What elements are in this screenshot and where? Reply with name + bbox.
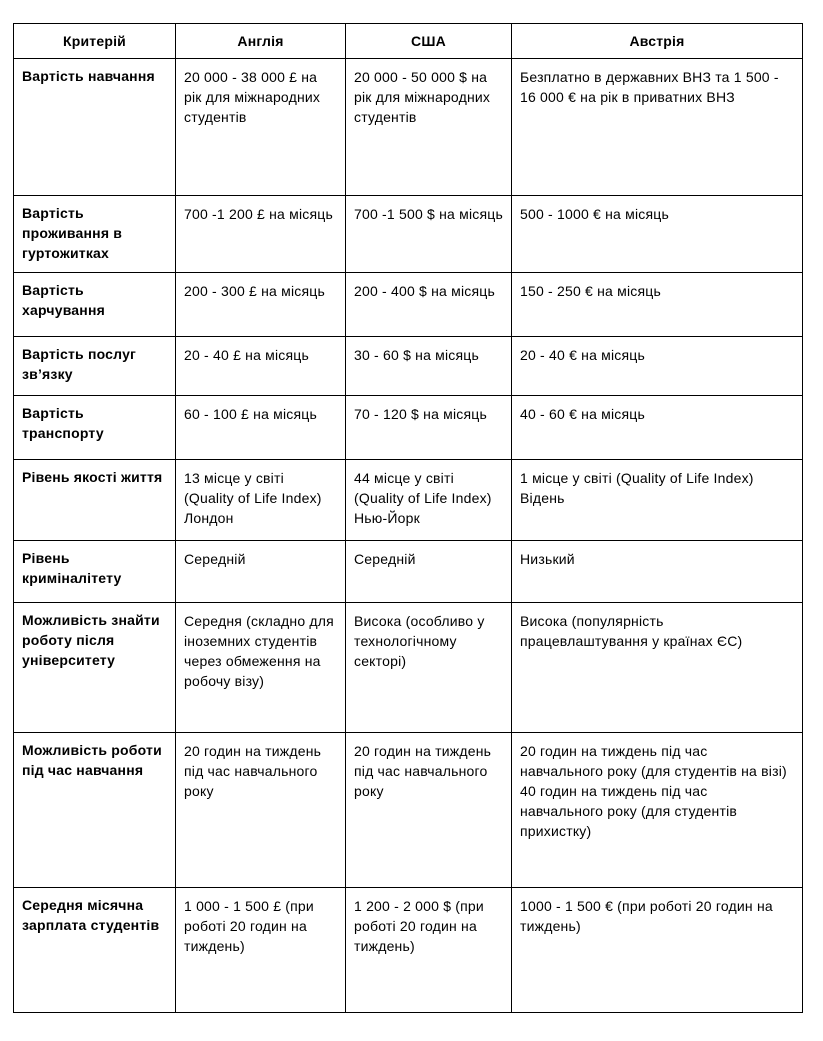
header-england: Англія (176, 24, 346, 59)
criterion-cell: Вартість послуг зв’язку (14, 337, 176, 396)
table-row (14, 460, 803, 541)
usa-cell: Висока (особливо у технологічному секторі) (346, 603, 512, 733)
austria-cell: 20 - 40 € на місяць (512, 337, 803, 396)
criterion-cell: Вартість харчування (14, 273, 176, 337)
header-austria: Австрія (512, 24, 803, 59)
table-row (14, 733, 803, 888)
england-cell: 200 - 300 £ на місяць (176, 273, 346, 337)
england-cell: 1 000 - 1 500 £ (при роботі 20 годин на тиждень) (176, 888, 346, 1013)
header-row (14, 24, 803, 59)
austria-cell: 500 - 1000 € на місяць (512, 196, 803, 273)
usa-cell: 20 000 - 50 000 $ на рік для міжнародних студентів (346, 59, 512, 196)
criterion-cell: Вартість навчання (14, 59, 176, 196)
usa-cell: 30 - 60 $ на місяць (346, 337, 512, 396)
austria-cell: 40 - 60 € на місяць (512, 396, 803, 460)
criterion-cell: Рівень якості життя (14, 460, 176, 541)
criterion-cell: Вартість транспорту (14, 396, 176, 460)
usa-cell: 1 200 - 2 000 $ (при роботі 20 годин на тиждень) (346, 888, 512, 1013)
england-cell: 13 місце у світі (Quality of Life Index) Лондон (176, 460, 346, 541)
criterion-cell: Вартість проживання в гуртожитках (14, 196, 176, 273)
england-cell: 20 - 40 £ на місяць (176, 337, 346, 396)
austria-cell: Безплатно в державних ВНЗ та 1 500 - 16 000 € на рік в приватних ВНЗ (512, 59, 803, 196)
austria-cell: 150 - 250 € на місяць (512, 273, 803, 337)
england-cell: 20 годин на тиждень під час навчального року (176, 733, 346, 888)
usa-cell: 200 - 400 $ на місяць (346, 273, 512, 337)
table-row (14, 196, 803, 273)
header-usa: США (346, 24, 512, 59)
criterion-cell: Можливість знайти роботу після університету (14, 603, 176, 733)
table-row (14, 273, 803, 337)
table-row (14, 337, 803, 396)
england-cell: Середній (176, 541, 346, 603)
austria-cell: 1000 - 1 500 € (при роботі 20 годин на тиждень) (512, 888, 803, 1013)
england-cell: 60 - 100 £ на місяць (176, 396, 346, 460)
criterion-cell: Середня місячна зарплата студентів (14, 888, 176, 1013)
usa-cell: 44 місце у світі (Quality of Life Index) Нью-Йорк (346, 460, 512, 541)
england-cell: Середня (складно для іноземних студентів через обмеження на робочу візу) (176, 603, 346, 733)
header-criterion: Критерій (14, 24, 176, 59)
england-cell: 20 000 - 38 000 £ на рік для міжнародних студентів (176, 59, 346, 196)
table-row (14, 603, 803, 733)
usa-cell: 700 -1 500 $ на місяць (346, 196, 512, 273)
austria-cell: 1 місце у світі (Quality of Life Index) Відень (512, 460, 803, 541)
usa-cell: 70 - 120 $ на місяць (346, 396, 512, 460)
usa-cell: 20 годин на тиждень під час навчального року (346, 733, 512, 888)
table-row (14, 396, 803, 460)
criterion-cell: Рівень криміналітету (14, 541, 176, 603)
england-cell: 700 -1 200 £ на місяць (176, 196, 346, 273)
comparison-table (13, 23, 803, 1013)
austria-cell: 20 годин на тиждень під час навчального року (для студентів на візі) 40 годин на тиждень під час навчального року (для студентів прихистку) (512, 733, 803, 888)
criterion-cell: Можливість роботи під час навчання (14, 733, 176, 888)
usa-cell: Середній (346, 541, 512, 603)
table-row (14, 59, 803, 196)
austria-cell: Низький (512, 541, 803, 603)
table-row (14, 888, 803, 1013)
austria-cell: Висока (популярність працевлаштування у країнах ЄС) (512, 603, 803, 733)
table-row (14, 541, 803, 603)
